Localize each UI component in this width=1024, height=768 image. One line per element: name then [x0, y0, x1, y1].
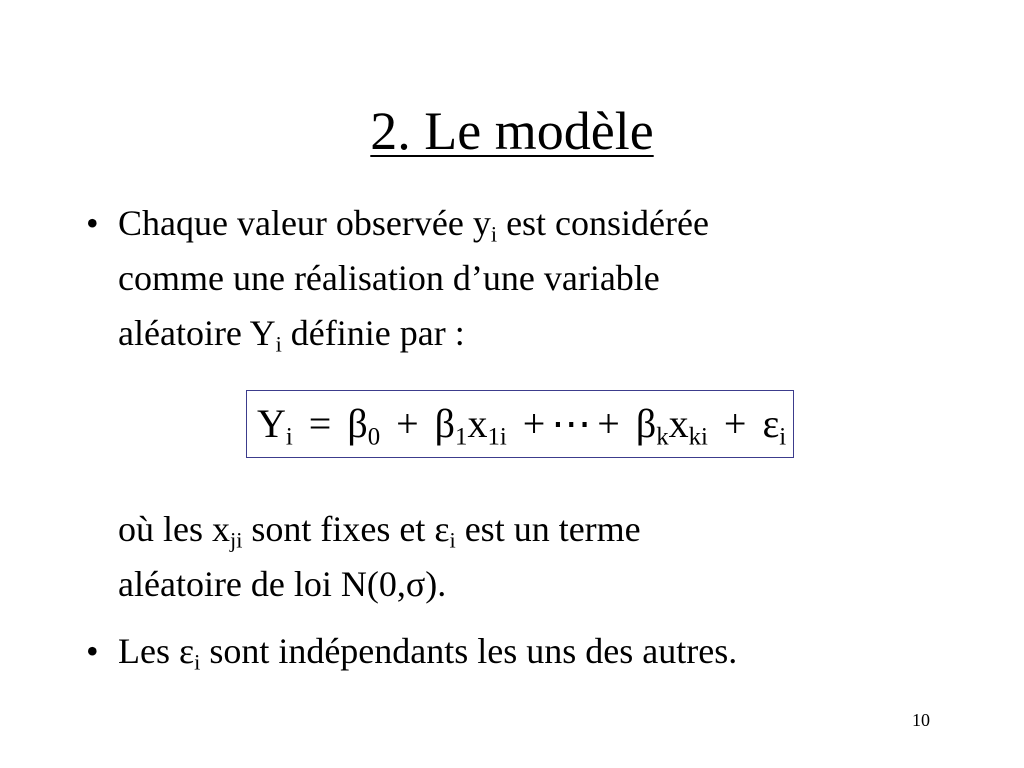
page-number: 10: [912, 710, 930, 730]
note-line-1: où les $x_{ji}$ sont fixes et $\varepsilon_i$ est un terme: [118, 509, 641, 553]
bullet-1-line-1: Chaque valeur observée $y_i$ est considérée: [118, 203, 709, 247]
equation-note: [118, 502, 938, 612]
note-line-2: aléatoire de loi N(0,σ).: [118, 564, 447, 604]
bullet-1-line-2: comme une réalisation d’une variable: [118, 258, 660, 298]
bullet-marker: •: [86, 203, 99, 243]
regression-equation: $Y_i = \beta_0 + \beta_1x_{1i}$ + ⋯ + $\beta_kx_{ki} + \varepsilon_i$: [246, 390, 794, 458]
bullet-1-line-3: aléatoire $Y_i$ définie par :: [118, 313, 465, 357]
slide-title: 2. Le modèle: [370, 101, 654, 161]
bullet-marker: •: [86, 631, 99, 671]
bullet-2-text: Les $\varepsilon_i$ sont indépendants les uns des autres.: [118, 631, 738, 675]
bullet-1-text: [118, 196, 938, 361]
